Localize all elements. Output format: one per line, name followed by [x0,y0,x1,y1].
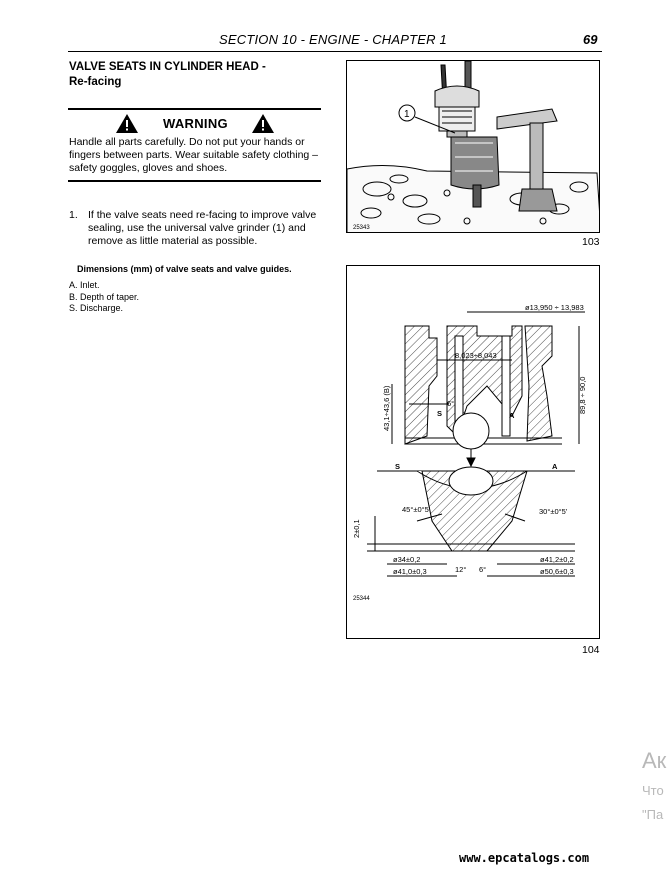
watermark-line: Что [642,783,664,798]
figure-valve-grinder [346,60,600,233]
warning-text: Handle all parts carefully. Do not put your hands or fingers between parts. Wear suitable safety clothing – safety goggles, gloves and shoes. [69,136,319,174]
label-discharge-detail: S [395,462,401,471]
watermark-line: "Па [642,807,664,822]
warning-bottom-rule [68,180,321,182]
dim-angle-right: 30°±0°5' [539,507,568,516]
warning-icon [252,114,274,133]
label-inlet: A [509,411,515,420]
watermark-line: Ак [642,748,667,773]
dim-depth: 2±0,1 [352,519,361,538]
dimensions-legend [69,280,139,315]
site-url: www.epcatalogs.com [459,851,590,865]
dim-angle-bottom-right: 6° [479,565,487,574]
dim-d3: ø41,2±0,2 [540,555,574,564]
figure-valve-seat-dimensions [346,265,600,639]
figure-number: 104 [582,644,600,656]
figure-number: 103 [582,236,600,248]
label-discharge: S [437,409,443,418]
dim-angle-left: 45°±0°5' [402,505,431,514]
legend-item: A. Inlet. [69,280,100,290]
valve-grinder-illustration [347,61,600,233]
header-title: SECTION 10 - ENGINE - CHAPTER 1 [219,32,447,47]
section-title [69,60,266,90]
dim-d1: ø34±0,2 [393,555,421,564]
figure1-code: 25343 [353,225,370,231]
section-title-line1: VALVE SEATS IN CYLINDER HEAD - [69,61,266,73]
legend-item: B. Depth of taper. [69,291,140,302]
valve-seat-section-drawing [347,266,600,639]
dim-height-left: 43,1÷43,6 (B) [382,385,391,431]
dim-d4: ø50,6±0,3 [540,567,574,576]
warning-icon [116,114,138,133]
legend-item: S. Discharge. [69,303,124,313]
dim-height-right: 89,8 ÷ 90,0 [578,376,587,414]
dim-top-diameter: ø13,950 ÷ 13,983 [525,303,584,312]
page-number: 69 [583,32,598,47]
label-inlet-detail: A [552,462,558,471]
warning-heading [68,114,321,134]
step-text: If the valve seats need re-facing to improve valve sealing, use the universal valve grinder (1) and remove as little material as possible. [88,209,317,247]
dim-angle-small: 6° [447,399,455,408]
figure2-code: 25344 [353,596,370,602]
dimensions-title: Dimensions (mm) of valve seats and valve guides. [77,264,292,274]
figure1-callout: 1 [404,109,410,120]
dim-guide: 8,023÷8,043 [455,351,497,360]
section-title-line2: Re-facing [69,76,122,88]
dim-d2: ø41,0±0,3 [393,567,427,576]
warning-label: WARNING [163,116,228,131]
header-rule [68,51,602,52]
dim-angle-bottom-left: 12° [455,565,467,574]
step-number: 1. [69,209,78,221]
warning-top-rule [68,108,321,110]
